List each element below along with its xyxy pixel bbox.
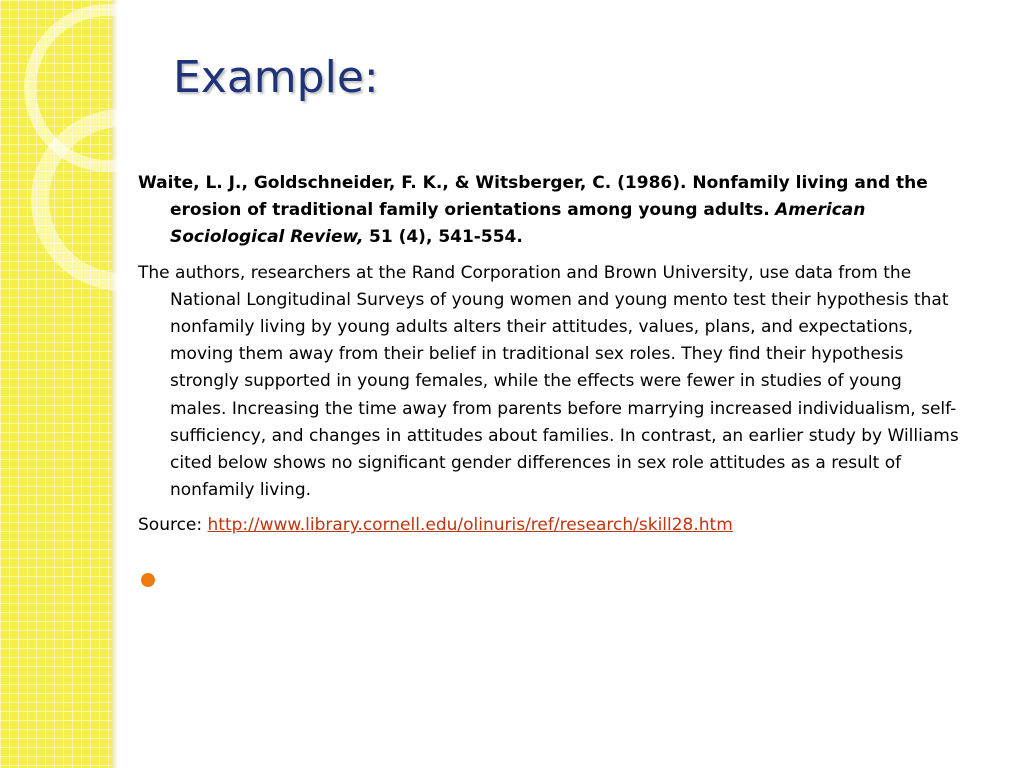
- citation-authors-title: Waite, L. J., Goldschneider, F. K., & Witsberger, C. (1986). Nonfamily living and the erosion of traditional family orientations among young adults.: [138, 173, 928, 221]
- citation-volume-pages: 51 (4), 541-554.: [369, 227, 523, 248]
- decorative-rings-icon: [0, 0, 160, 330]
- slide-title: Example:: [173, 52, 379, 103]
- source-link[interactable]: http://www.library.cornell.edu/olinuris/ref/research/skill28.htm: [207, 515, 733, 536]
- summary-paragraph: The authors, researchers at the Rand Corporation and Brown University, use data from the National Longitudinal Surveys of young women and young mento test their hypothesis that nonfamily living by young adults alters their attitudes, values, plans, and expectations, moving them away from their belief in traditional sex roles. They find their hypothesis strongly supported in young females, while the effects were fewer in studies of young males. Increasing the time away from parents before marrying increased individualism, self-sufficiency, and changes in attitudes about families. In contrast, an earlier study by Williams cited below shows no significant gender differences in sex role attitudes as a result of nonfamily living.: [138, 262, 959, 501]
- citation-journal: American Sociological Review,: [170, 200, 866, 248]
- source-label: Source:: [138, 515, 203, 536]
- empty-bullet-icon: [141, 573, 155, 587]
- citation-paragraph: [138, 170, 960, 252]
- slide-body: [138, 170, 960, 548]
- source-paragraph: [138, 512, 960, 539]
